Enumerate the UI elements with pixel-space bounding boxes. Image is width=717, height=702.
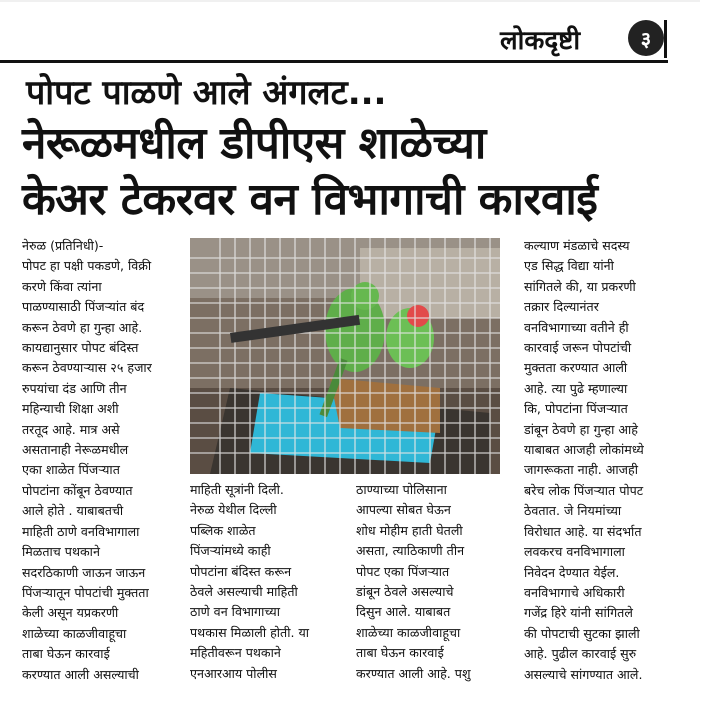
headline-line: नेरूळमधील डीपीएस शाळेच्या bbox=[22, 118, 486, 169]
article-text-line: करण्यात आली आहे. पशु bbox=[356, 665, 471, 681]
article-text-line: गजेंद्र हिरे यांनी सांगितले bbox=[524, 605, 633, 621]
article-text-line: तरतूद आहे. मात्र असे bbox=[22, 421, 120, 437]
article-text-line: ठेवले असल्याची माहिती bbox=[190, 584, 298, 600]
article-text-line: ठाण्याच्या पोलिसाना bbox=[356, 482, 447, 497]
article-text-line: वनविभागाचे अधिकारी bbox=[524, 584, 625, 600]
article-text-line: पोपटांना कोंबून ठेवण्यात bbox=[22, 482, 133, 498]
article-text-line: पाळण्यासाठी पिंजऱ्यांत बंद bbox=[22, 299, 145, 315]
article-text-line: केली असून यप्रकरणी bbox=[22, 605, 119, 621]
top-rule bbox=[0, 0, 700, 2]
article-text-line: नेरुळ (प्रतिनिधी)- bbox=[22, 238, 104, 253]
article-text-line: विरोधात आहे. या संदर्भात bbox=[524, 523, 642, 539]
article-column-2 bbox=[190, 480, 342, 684]
article-text-line: ठाणे वन विभागाच्या bbox=[190, 604, 280, 620]
header-rule bbox=[0, 60, 668, 63]
parrot-cage-image bbox=[190, 238, 500, 474]
article-text-line: ठेवतात. जे नियमांच्या bbox=[524, 503, 622, 519]
article-text-line: माहिती ठाणे वनविभागाला bbox=[22, 523, 140, 539]
article-text-line: कि, पोपटांना पिंजऱ्यात bbox=[524, 401, 628, 417]
article-column-1 bbox=[22, 236, 180, 685]
page-number-badge: ३ bbox=[628, 20, 664, 56]
article-text-line: आले होते . याबाबतची bbox=[22, 503, 124, 519]
article-text-line: बरेच लोक पिंजऱ्यात पोपट bbox=[524, 482, 644, 498]
article-text-line: नेरुळ येथील दिल्ली bbox=[190, 502, 277, 518]
article-text-line: रुपयांचा दंड आणि तीन bbox=[22, 380, 127, 396]
article-column-3 bbox=[356, 480, 504, 684]
article-text-line: पिंजऱ्यांमध्ये काही bbox=[190, 543, 271, 559]
article-headline bbox=[22, 116, 682, 228]
article-text-line: असता, त्याठिकाणी तीन bbox=[356, 543, 465, 559]
article-text-line: एनआरआय पोलीस bbox=[190, 665, 277, 681]
article-text-line: शाळेच्या काळजीवाहूचा bbox=[22, 625, 127, 641]
article-text-line: पोपटांना बंदिस्त करून bbox=[190, 563, 292, 579]
article-text-line: पिंजऱ्यातून पोपटांची मुक्तता bbox=[22, 584, 149, 600]
article-text-line: कायद्यानुसार पोपट बंदिस्त bbox=[22, 340, 139, 356]
article-text-line: तक्रार दिल्यानंतर bbox=[524, 299, 599, 315]
article-text-line: आहे. पुढील कारवाई सुरु bbox=[524, 646, 637, 662]
article-text-line: पब्लिक शाळेत bbox=[190, 522, 256, 538]
article-text-line: माहिती सूत्रांनी दिली. bbox=[190, 482, 284, 497]
article-text-line: की पोपटाची सुटका झाली bbox=[524, 625, 640, 641]
article-text-line: करणे किंवा त्यांना bbox=[22, 278, 102, 294]
article-text-line: याबाबत आजही लोकांमध्ये bbox=[524, 442, 644, 458]
article-text-line: जागरूकता नाही. आजही bbox=[524, 462, 638, 478]
article-text-line: दिसुन आले. याबाबत bbox=[356, 604, 451, 620]
article-kicker: पोपट पाळणे आले अंगलट... bbox=[26, 73, 387, 113]
article-text-line: आहे. त्या पुढे म्हणाल्या bbox=[524, 380, 628, 396]
article-text-line: महितीवरून पथकाने bbox=[190, 645, 281, 661]
article-column-4 bbox=[524, 236, 666, 685]
article-text-line: आपल्या सोबत घेऊन bbox=[356, 502, 451, 518]
article-photo bbox=[190, 238, 500, 474]
article-text-line: करून ठेवणे हा गुन्हा आहे. bbox=[22, 319, 143, 335]
article-text-line: पोपट एका पिंजऱ्यात bbox=[356, 563, 450, 579]
newspaper-name: लोकदृष्टी bbox=[500, 26, 581, 56]
headline-line: केअर टेकरवर वन विभागाची कारवाई bbox=[22, 174, 598, 225]
article-text-line: महिन्याची शिक्षा अशी bbox=[22, 401, 119, 417]
article-text-line: शाळेच्या काळजीवाहूचा bbox=[356, 624, 461, 640]
article-text-line: डांबून ठेवले असल्याचे bbox=[356, 584, 454, 600]
article-text-line: सदरठिकाणी जाऊन जाऊन bbox=[22, 564, 146, 580]
article-text-line: ताबा घेऊन कारवाई bbox=[356, 645, 444, 661]
article-text-line: कारवाई जरून पोपटांची bbox=[524, 340, 632, 356]
article-text-line: एका शाळेत पिंजऱ्यात bbox=[22, 462, 120, 478]
article-text-line: कल्याण मंडळाचे सदस्य bbox=[524, 238, 630, 253]
article-text-line: पोपट हा पक्षी पकडणे, विक्री bbox=[22, 258, 152, 274]
article-text-line: शोध मोहीम हाती घेतली bbox=[356, 522, 463, 538]
article-text-line: करण्यात आली असल्याची bbox=[22, 666, 139, 682]
article-text-line: असल्याचे सांगण्यात आले. bbox=[524, 666, 643, 682]
article-text-line: करून ठेवण्याऱ्यास २५ हजार bbox=[22, 360, 152, 376]
article-text-line: ताबा घेऊन कारवाई bbox=[22, 646, 110, 662]
article-text-line: मुक्तता करण्यात आली bbox=[524, 360, 628, 376]
article-text-line: वनविभागाच्या वतीने ही bbox=[524, 319, 629, 335]
article-text-line: एड सिद्ध विद्या यांनी bbox=[524, 258, 614, 274]
masthead-bar bbox=[664, 20, 667, 58]
article-text-line: निवेदन देण्यात येईल. bbox=[524, 564, 620, 580]
article-text-line: लवकरच वनविभागाला bbox=[524, 544, 625, 560]
article-text-line: मिळताच पथकाने bbox=[22, 544, 100, 560]
article-text-line: डांबून ठेवणे हा गुन्हा आहे bbox=[524, 421, 638, 437]
article-text-line: सांगितले की, या प्रकरणी bbox=[524, 278, 636, 294]
article-text-line: असतानाही नेरूळमधील bbox=[22, 442, 129, 458]
article-text-line: पथकास मिळाली होती. या bbox=[190, 624, 310, 640]
